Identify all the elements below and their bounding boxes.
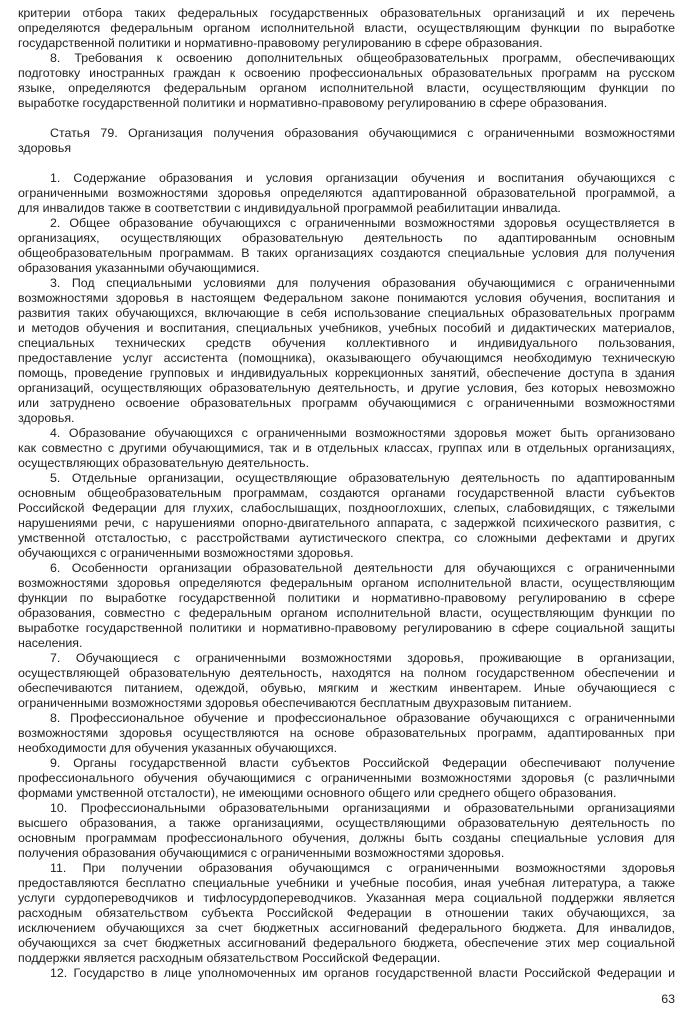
text-line-content: государственной политики и нормативно-правовому регулированию в сфере образования. xyxy=(18,36,543,50)
text-line-content: населения. xyxy=(18,636,83,650)
text-line-content: обучающихся с ограниченными возможностями здоровья. xyxy=(18,546,354,560)
text-line xyxy=(18,36,675,51)
text-line-content: обучающихся за счет бюджетных ассигнований федерального бюджета, обеспечение этих мер социальной xyxy=(18,936,675,950)
paragraph xyxy=(18,651,675,711)
text-line-content: получения образования обучающимися с ограниченными возможностями здоровья. xyxy=(18,846,505,860)
text-line-content: общеобразовательным программам. В таких организациях создаются специальные условия для получения xyxy=(18,246,675,260)
text-line-content: развития таких обучающихся, включающие в себя использование специальных образовательных программ xyxy=(18,306,675,320)
text-line xyxy=(18,606,675,621)
text-line-content: организациях, осуществляющих образовательную деятельность по адаптированным основным xyxy=(18,231,675,245)
text-line xyxy=(18,381,675,396)
text-line xyxy=(18,906,675,921)
paragraph xyxy=(18,966,675,981)
paragraph xyxy=(18,6,675,51)
text-line xyxy=(18,696,675,711)
paragraph xyxy=(18,561,675,651)
text-line xyxy=(18,966,675,981)
text-line xyxy=(18,456,675,471)
text-line-content: исключением обучающихся за счет бюджетных ассигнований федерального бюджета. Для инвалидов, xyxy=(18,921,675,935)
text-line-content: нарушениями речи, с нарушениями опорно-двигательного аппарата, с задержкой психического развития, с xyxy=(18,516,675,530)
text-line xyxy=(18,201,675,216)
text-line-content: 4. Образование обучающихся с ограниченными возможностями здоровья может быть организовано xyxy=(50,426,675,440)
text-line xyxy=(18,186,675,201)
text-line xyxy=(18,441,675,456)
text-line xyxy=(18,126,675,141)
text-line xyxy=(18,756,675,771)
text-line xyxy=(18,741,675,756)
text-line xyxy=(18,576,675,591)
text-line xyxy=(18,51,675,66)
text-line xyxy=(18,936,675,951)
text-line xyxy=(18,66,675,81)
text-line xyxy=(18,516,675,531)
text-line xyxy=(18,711,675,726)
text-line xyxy=(18,501,675,516)
text-line-content: языке, определяются федеральным органом исполнительной власти, осуществляющим функции по xyxy=(18,81,675,95)
text-line-content: здоровья. xyxy=(18,411,75,425)
text-line-content: необходимости для обучения указанных обучающихся. xyxy=(18,741,338,755)
text-line-content: или затруднено освоение образовательных программ обучающимися с ограниченными возможностями xyxy=(18,396,675,410)
paragraph xyxy=(18,861,675,966)
text-line xyxy=(18,861,675,876)
text-line-content: ограниченными возможностями здоровья определяются адаптированной образовательной программой, а xyxy=(18,186,675,200)
text-line xyxy=(18,681,675,696)
text-line xyxy=(18,411,675,426)
page-number: 63 xyxy=(661,992,675,1006)
text-line-content: 9. Органы государственной власти субъектов Российской Федерации обеспечивают получение xyxy=(50,756,675,770)
text-line xyxy=(18,246,675,261)
text-line-content: услуги сурдопереводчиков и тифлосурдопереводчиков. Указанная мера социальной поддержки является xyxy=(18,891,675,905)
text-line xyxy=(18,336,675,351)
text-line-content: 8. Профессиональное обучение и профессиональное образование обучающихся с ограниченными xyxy=(50,711,675,725)
text-line-content: для инвалидов также в соответствии с индивидуальной программой реабилитации инвалида. xyxy=(18,201,561,215)
text-line-content: предоставление услуг ассистента (помощника), оказывающего обучающимся необходимую техническую xyxy=(18,351,675,365)
text-line xyxy=(18,231,675,246)
text-line xyxy=(18,726,675,741)
text-line-content: организаций, осуществляющих образовательную деятельность, и другие условия, без которых невозможно xyxy=(18,381,675,395)
text-line-content: помощь, проведение групповых и индивидуальных коррекционных занятий, обеспечение доступа в здания xyxy=(18,366,675,380)
text-line-content: критерии отбора таких федеральных государственных образовательных организаций и их перечень xyxy=(18,6,675,20)
text-line xyxy=(18,846,675,861)
text-line xyxy=(18,306,675,321)
text-line-content: возможностями здоровья в настоящем Федеральном законе понимаются условия обучения, воспитания и xyxy=(18,291,675,305)
text-line-content: специальных технических средств обучения коллективного и индивидуального пользования, xyxy=(18,336,675,350)
paragraph xyxy=(18,711,675,756)
text-line xyxy=(18,141,675,156)
text-line xyxy=(18,666,675,681)
text-line-content: образования указанными обучающимися. xyxy=(18,261,260,275)
text-line xyxy=(18,636,675,651)
text-line-content: 2. Общее образование обучающихся с ограниченными возможностями здоровья осуществляется в xyxy=(50,216,675,230)
text-line-content: ограниченными возможностями здоровья обеспечиваются бесплатным двухразовым питанием. xyxy=(18,696,572,710)
text-line xyxy=(18,531,675,546)
text-line xyxy=(18,921,675,936)
paragraph xyxy=(18,171,675,216)
paragraph xyxy=(18,216,675,276)
text-line xyxy=(18,561,675,576)
text-line-content: Российской Федерации для глухих, слабослышащих, позднооглохших, слепых, слабовидящих, с тяжелыми xyxy=(18,501,675,515)
text-line-content: образования, совместно с федеральным органом исполнительной власти, осуществляющим функции по xyxy=(18,606,675,620)
paragraph xyxy=(18,276,675,426)
text-line-content: возможностями здоровья определяются федеральным органом исполнительной власти, осуществляющим xyxy=(18,576,675,590)
text-line-content: выработке государственной политики и нормативно-правовому регулированию в сфере социальной защиты xyxy=(18,621,675,635)
text-line-content: 5. Отдельные организации, осуществляющие образовательную деятельность по адаптированным xyxy=(50,471,675,485)
text-line xyxy=(18,546,675,561)
text-line xyxy=(18,831,675,846)
paragraph xyxy=(18,801,675,861)
text-line-content: 12. Государство в лице уполномоченных им органов государственной власти Российской Федерации и xyxy=(50,966,675,980)
text-line-content: как совместно с другими обучающимися, так и в отдельных классах, группах или в отдельных организациях, xyxy=(18,441,675,455)
text-line xyxy=(18,621,675,636)
text-line xyxy=(18,276,675,291)
text-line xyxy=(18,261,675,276)
text-line xyxy=(18,891,675,906)
text-line xyxy=(18,21,675,36)
article-heading xyxy=(18,126,675,156)
text-line-content: основным программам профессионального обучения, должны быть созданы специальные условия для xyxy=(18,831,675,845)
text-line-content: основным общеобразовательным программам, создаются органами государственной власти субъектов xyxy=(18,486,675,500)
document-body xyxy=(18,6,675,981)
text-line-content: 11. При получении образования обучающимся с ограниченными возможностями здоровья xyxy=(50,861,675,875)
text-line xyxy=(18,81,675,96)
text-line-content: профессионального обучения обучающимися с ограниченными возможностями здоровья (с различными xyxy=(18,771,675,785)
text-line xyxy=(18,321,675,336)
text-line xyxy=(18,426,675,441)
text-line-content: определяются федеральным органом исполнительной власти, осуществляющим функции по выработке xyxy=(18,21,675,35)
text-line xyxy=(18,351,675,366)
text-line-content: здоровья xyxy=(18,141,72,155)
text-line xyxy=(18,171,675,186)
paragraph xyxy=(18,51,675,111)
text-line-content: возможностями здоровья осуществляются на основе образовательных программ, адаптированных при xyxy=(18,726,675,740)
text-line xyxy=(18,6,675,21)
text-line-content: поддержки является расходным обязательством Российской Федерации. xyxy=(18,951,441,965)
text-line-content: 3. Под специальными условиями для получения образования обучающимися с ограниченными xyxy=(50,276,675,290)
text-line-content: функции по выработке государственной политики и нормативно-правовому регулированию в сфере xyxy=(18,591,675,605)
text-line-content: 10. Профессиональными образовательными организациями и образовательными организациями xyxy=(50,801,675,815)
text-line xyxy=(18,951,675,966)
text-line xyxy=(18,486,675,501)
text-line-content: формами умственной отсталости), не имеющими основного общего или среднего общего образования. xyxy=(18,786,617,800)
text-line xyxy=(18,366,675,381)
text-line xyxy=(18,96,675,111)
text-line-content: и методов обучения и воспитания, специальных учебников, учебных пособий и дидактических материалов, xyxy=(18,321,675,335)
text-line xyxy=(18,771,675,786)
text-line xyxy=(18,651,675,666)
text-line xyxy=(18,816,675,831)
text-line-content: 1. Содержание образования и условия организации обучения и воспитания обучающихся с xyxy=(50,171,675,185)
text-line xyxy=(18,471,675,486)
text-line-content: расходным обязательством субъекта Российской Федерации в отношении таких обучающихся, за xyxy=(18,906,675,920)
text-line-content: выработке государственной политики и нормативно-правовому регулированию в сфере образования. xyxy=(18,96,608,110)
text-line-content: умственной отсталостью, с расстройствами аутистического спектра, со сложными дефектами и других xyxy=(18,531,675,545)
text-line xyxy=(18,591,675,606)
text-line-content: обеспечиваются питанием, одеждой, обувью, мягким и жестким инвентарем. Иные обучающиеся с xyxy=(18,681,675,695)
text-line-content: осуществляющих образовательную деятельность. xyxy=(18,456,310,470)
text-line-content: осуществляющей образовательную деятельность, находятся на полном государственном обеспечении и xyxy=(18,666,675,680)
text-line-content: 6. Особенности организации образовательной деятельности для обучающихся с ограниченными xyxy=(50,561,675,575)
text-line xyxy=(18,396,675,411)
paragraph xyxy=(18,471,675,561)
text-line-content: предоставляются бесплатно специальные учебники и учебные пособия, иная учебная литература, а также xyxy=(18,876,675,890)
text-line-content: 7. Обучающиеся с ограниченными возможностями здоровья, проживающие в организации, xyxy=(50,651,675,665)
text-line xyxy=(18,291,675,306)
text-line-content: подготовку иностранных граждан к освоению профессиональных образовательных программ на русском xyxy=(18,66,675,80)
text-line-content: 8. Требования к освоению дополнительных общеобразовательных программ, обеспечивающих xyxy=(50,51,675,65)
text-line xyxy=(18,786,675,801)
text-line-content: высшего образования, а также организациями, осуществляющими образовательную деятельность по xyxy=(18,816,675,830)
text-line xyxy=(18,216,675,231)
paragraph xyxy=(18,426,675,471)
text-line-content: Статья 79. Организация получения образования обучающимися с ограниченными возможностями xyxy=(50,126,675,140)
text-line xyxy=(18,801,675,816)
text-line xyxy=(18,876,675,891)
paragraph xyxy=(18,756,675,801)
